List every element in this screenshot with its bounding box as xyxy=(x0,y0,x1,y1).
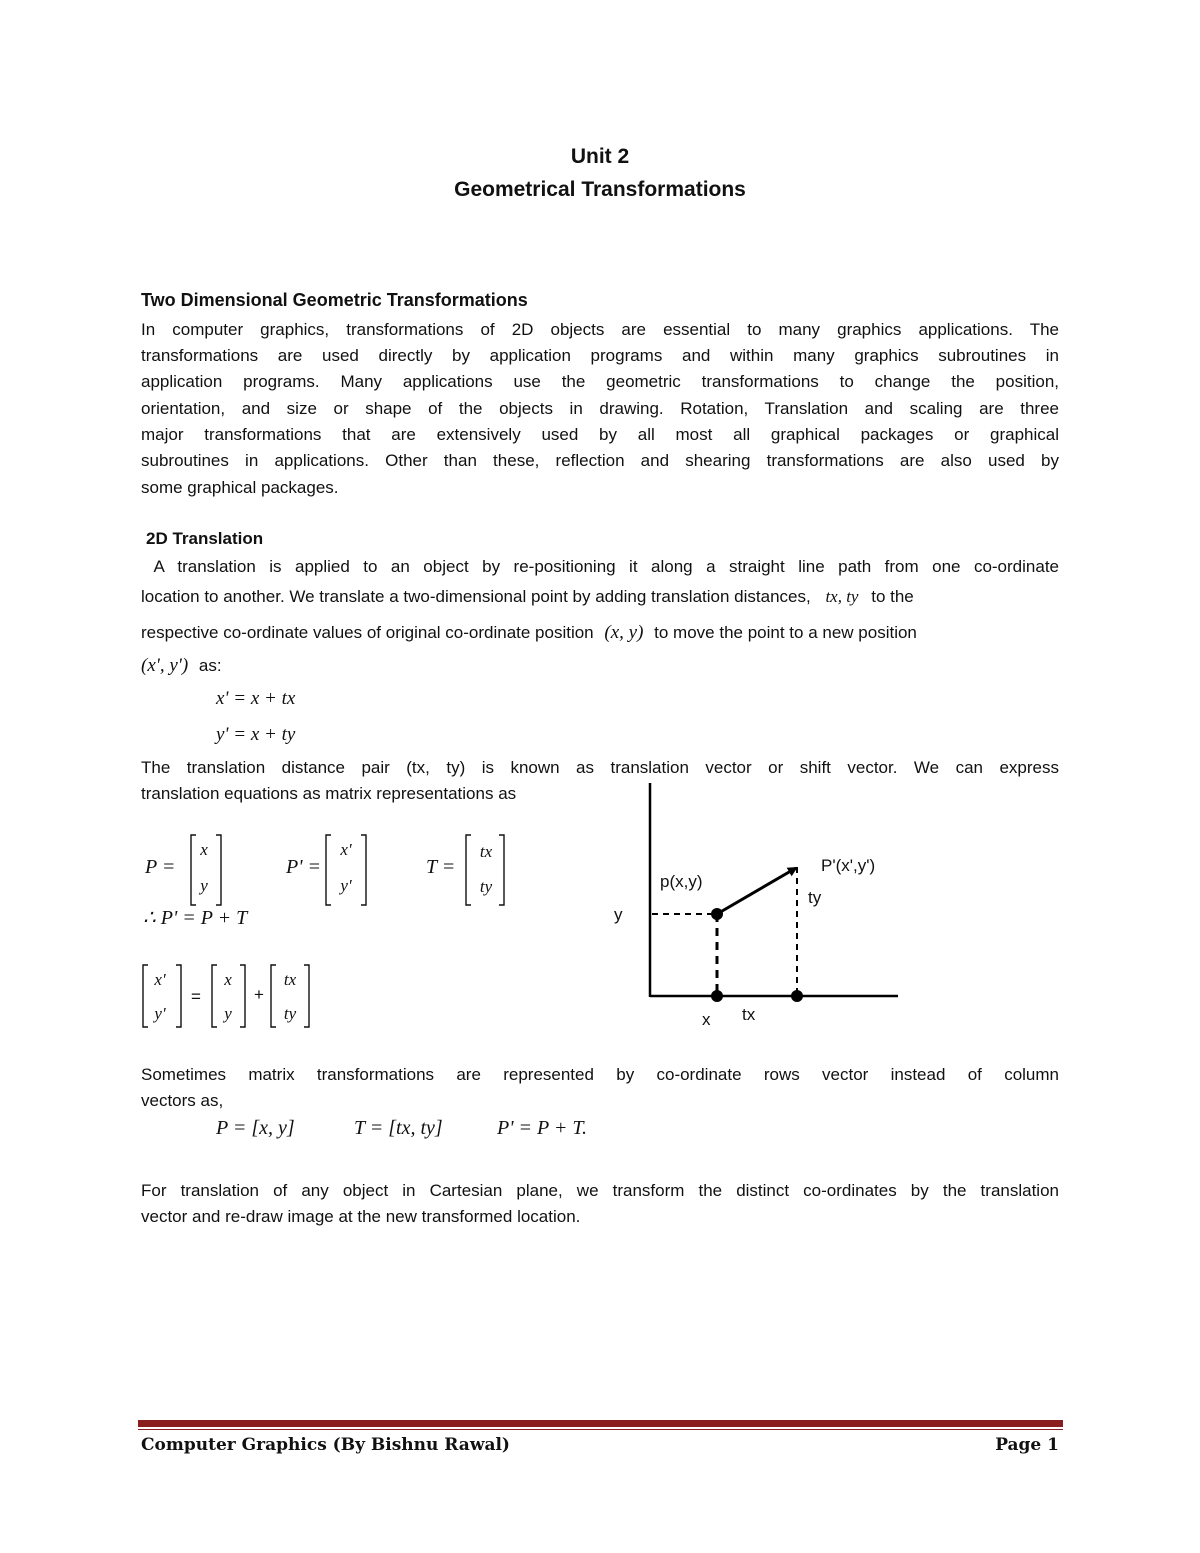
matrix-T-label: T = xyxy=(426,856,456,878)
paragraph-line: vector and re-draw image at the new transformed location. xyxy=(141,1207,581,1226)
eq-mid-y: y xyxy=(224,1004,232,1023)
point-x-on-axis xyxy=(711,990,723,1002)
eq-equals-sign: = xyxy=(191,987,201,1006)
math-x-prime-y-prime: (x', y') xyxy=(141,655,189,676)
paragraph-line: application programs. Many applications use the geometric transformations to change the position, xyxy=(141,372,1059,391)
eq-right-tx: tx xyxy=(283,970,297,989)
matrix-Pprime-x: x' xyxy=(340,840,352,859)
text-fragment: respective co-ordinate values of original co-ordinate position xyxy=(141,623,594,642)
page-title: Geometrical Transformations xyxy=(454,178,746,201)
paragraph-line: translation equations as matrix representations as xyxy=(141,784,517,803)
section-heading-2d-translation: 2D Translation xyxy=(146,529,264,548)
paragraph-line: transformations are used directly by application programs and within many graphics subroutines in xyxy=(141,346,1059,365)
matrix-T-tx: tx xyxy=(479,842,493,861)
unit-number: Unit 2 xyxy=(570,145,630,168)
paragraph-line: In computer graphics, transformations of 2D objects are essential to many graphics applications. The xyxy=(141,320,1059,339)
math-tx-ty: tx, ty xyxy=(825,587,859,606)
matrix-Pprime-label: P' = xyxy=(286,856,321,878)
paragraph-line: vectors as, xyxy=(141,1091,224,1110)
footer-rule-thin xyxy=(138,1429,1063,1430)
equation-x-prime: x' = x + tx xyxy=(216,688,296,709)
translation-diagram xyxy=(600,775,910,1035)
paragraph-line: The translation distance pair (tx, ty) is known as translation vector or shift vector. We can express xyxy=(141,758,1059,777)
footer-rule xyxy=(138,1420,1063,1427)
paragraph-line-translation-distances xyxy=(141,583,1059,611)
text-fragment: to move the point to a new position xyxy=(654,623,917,642)
paragraph-line-coordinate-position xyxy=(141,619,1059,647)
text-fragment: location to another. We translate a two-dimensional point by adding translation distances, xyxy=(141,587,811,606)
eq-left-y-prime: y' xyxy=(154,1004,166,1023)
text-fragment: as: xyxy=(198,656,222,675)
label-ty: ty xyxy=(808,888,822,907)
paragraph-line: Sometimes matrix transformations are represented by co-ordinate rows vector instead of column xyxy=(141,1065,1059,1084)
row-vector-T: T = [tx, ty] xyxy=(354,1117,443,1139)
label-y: y xyxy=(614,905,623,924)
matrix-T-ty: ty xyxy=(479,877,493,896)
text-fragment: to the xyxy=(871,587,914,606)
row-vector-P: P = [x, y] xyxy=(216,1117,295,1139)
matrix-Pprime-y: y' xyxy=(340,876,352,895)
eq-left-x-prime: x' xyxy=(154,970,166,989)
paragraph-line: For translation of any object in Cartesian plane, we transform the distinct co-ordinates by the translation xyxy=(141,1181,1059,1200)
paragraph-line: subroutines in applications. Other than these, reflection and shearing transformations are also used by xyxy=(141,451,1059,470)
equation-y-prime: y' = x + ty xyxy=(216,724,296,745)
eq-right-ty: ty xyxy=(283,1004,297,1023)
row-vector-sum: P' = P + T. xyxy=(497,1117,587,1139)
label-tx: tx xyxy=(742,1005,756,1024)
paragraph-line-new-position xyxy=(141,652,222,680)
paragraph-line: orientation, and size or shape of the objects in drawing. Rotation, Translation and scaling are three xyxy=(141,399,1059,418)
footer-page-number: Page 1 xyxy=(995,1435,1059,1455)
label-x: x xyxy=(702,1010,711,1029)
matrix-P-label: P = xyxy=(145,856,176,878)
paragraph-line: major transformations that are extensively used by all most all graphical packages or graphical xyxy=(141,425,1059,444)
eq-mid-x: x xyxy=(224,970,232,989)
paragraph-line: A translation is applied to an object by re-positioning it along a straight line path from one co-ordinate xyxy=(141,557,1059,576)
therefore-equation: ∴ P' = P + T xyxy=(143,907,248,929)
label-p-xy: p(x,y) xyxy=(660,872,703,891)
paragraph-line: some graphical packages. xyxy=(141,478,339,497)
translation-vector-arrow xyxy=(717,868,796,914)
footer-left: Computer Graphics (By Bishnu Rawal) xyxy=(141,1435,510,1455)
label-pprime-xy: P'(x',y') xyxy=(821,856,876,875)
eq-plus-sign: + xyxy=(254,985,264,1004)
point-xprime-on-axis xyxy=(791,990,803,1002)
section-heading-2d-transformations: Two Dimensional Geometric Transformations xyxy=(141,290,528,310)
math-x-y: (x, y) xyxy=(604,622,644,643)
matrix-P-y: y xyxy=(200,876,208,895)
matrix-P-x: x xyxy=(200,840,208,859)
point-p xyxy=(711,908,723,920)
